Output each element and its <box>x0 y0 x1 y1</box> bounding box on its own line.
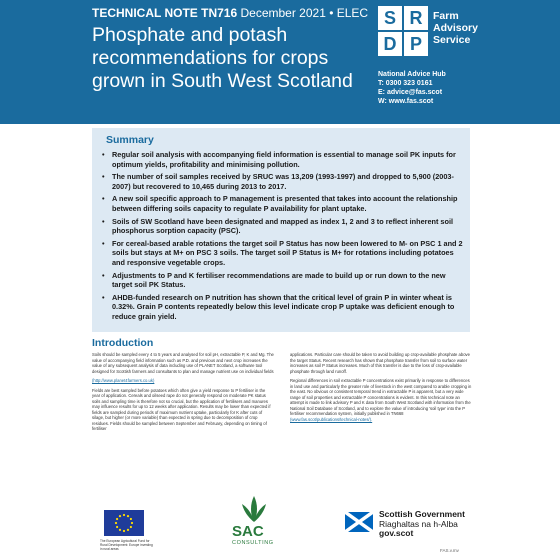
title-line: grown in South West Scotland <box>92 70 353 92</box>
document-reference: FAS.v.mv <box>440 548 459 553</box>
intro-paragraph: Fields are best sampled before potatoes which often give a yield response to P fertiliser in the year of application. Cereals and oilseed rape do not generally respond on moderate PK status soils and sampling time is therefore not so crucial, but the application of fertilisers and manures may influence results for up to 12 weeks after application. Results may be lower than expected if fields are sampled during periods of maximum nutrient uptake, particularly for K after cuts of silage, but higher (or more variable) than expected in spring due to decomposition of crop residues. Fields should be sampled between September and February, depending on timing of fertiliser <box>92 387 271 431</box>
logo-letter: S <box>378 6 402 30</box>
logo-letter: D <box>378 32 402 56</box>
summary-bullet: • For cereal-based arable rotations the target soil P Status has now been lowered to M- on PSC 1 and 2 soils but stays at M+ on PSC 3 soils. The target soil P Status is M+ for rotations including potatoes and responsive vegetable crops. <box>102 239 464 268</box>
summary-bullet: • Regular soil analysis with accompanying field information is essential to manage soil PK inputs for optimum yields, profitability and minimising pollution. <box>102 150 464 169</box>
summary-list <box>102 150 464 325</box>
org-name-line: Service <box>433 34 471 46</box>
sac-leaf-icon <box>236 494 272 524</box>
eu-flag-icon <box>104 510 144 536</box>
contact-hub: National Advice Hub <box>378 71 446 78</box>
contact-web[interactable]: W: www.fas.scot <box>378 98 434 105</box>
contact-phone: T: 0300 323 0161 <box>378 80 433 87</box>
srdp-logo <box>378 6 428 56</box>
note-meta: December 2021 • ELEC <box>240 6 369 20</box>
eu-fund-text: The European Agricultural Fund for Rural Development: Europe investing in rural areas <box>100 539 153 551</box>
summary-bullet: • AHDB-funded research on P nutrition has shown that the critical level of grain P in winter wheat is 0.32%. Grain P contents repeatedly below this level indicate crop P uptake was deficient enough to reduce grain yield. <box>102 293 464 322</box>
org-name <box>433 10 478 46</box>
summary-box <box>92 128 470 332</box>
gov-name-gd: Riaghaltas na h-Alba <box>379 518 458 529</box>
summary-bullet: • Adjustments to P and K fertiliser recommendations are made to build up or run down to the new target soil PK Status. <box>102 271 464 290</box>
planet-link[interactable]: (http://www.planet4farmers.co.uk) <box>92 378 155 383</box>
summary-bullet: • Soils of SW Scotland have been designated and mapped as index 1, 2 and 3 to reflect inherent soil phosphorus sorption capacity (PSC). <box>102 217 464 236</box>
scottish-government-logo <box>379 510 465 539</box>
gov-name-en: Scottish Government <box>379 509 465 519</box>
gov-web: gov.scot <box>379 528 414 538</box>
org-name-line: Farm <box>433 10 459 22</box>
summary-bullet: • The number of soil samples received by SRUC was 13,209 (1993-1997) and dropped to 5,900 (2003-2007) but recovered to 10,465 during 2013 to 2017. <box>102 172 464 191</box>
sac-subtitle: CONSULTING <box>232 540 274 546</box>
logo-letter: R <box>404 6 428 30</box>
intro-paragraph: Soils should be sampled every 4 to 5 years and analysed for soil pH, extractable P, K and Mg. The value of accompanying field information such as P.D. and previous and next crop increases the value of any subsequent analysis of data including use of PLANET Scotland, a software tool designed for Scottish farmers and consultants to plan and manage nutrient use on individual fields <box>92 352 274 374</box>
header-banner <box>0 0 560 124</box>
page-title <box>92 24 372 93</box>
intro-paragraph: Regional differences in soil extractable P concentrations exist primarily in response to differences in land use and particularly the greater role of livestock in the west compared to arable cropping in the east. No obvious or consistent temporal trend in extractable P is apparent, but a very wide range of soil properties and extractable P concentrations is evident. In this technical note an attempt is made to link advisory P and K data from South West Scotland with information from the National Soil Database of Scotland, and to explore the value of introducing 'soil type' into the P fertiliser recommendation system, initially published in TN668 <box>290 378 472 416</box>
title-line: recommendations for crops <box>92 47 329 69</box>
summary-bullet: • A new soil specific approach to P management is presented that takes into account the relationship between differing soils capacity to regulate P availability for plant uptake. <box>102 194 464 213</box>
contact-block <box>378 70 446 106</box>
intro-column-right <box>290 352 472 426</box>
sac-logo-text: SAC <box>232 523 264 540</box>
note-id: TECHNICAL NOTE TN716 <box>92 6 238 20</box>
summary-heading: Summary <box>106 134 154 146</box>
introduction-heading: Introduction <box>92 337 154 349</box>
contact-email[interactable]: E: advice@fas.scot <box>378 89 443 96</box>
title-line: Phosphate and potash <box>92 24 288 46</box>
intro-column-left <box>92 352 274 436</box>
technical-notes-link[interactable]: (www.fas.scot/publications/technical-notes/). <box>290 416 373 422</box>
intro-paragraph: applications. Particular care should be taken to avoid building up crop-available phosphate above the target Status. Recent research has shown that phosphate transfer from soil to surface water increases as soil P Status increases. Much of this transfer is due to the loss of crop-available phosphate through land runoff. <box>290 352 470 374</box>
logo-letter: P <box>404 32 428 56</box>
saltire-flag-icon <box>345 512 373 532</box>
note-reference <box>92 6 368 20</box>
org-name-line: Advisory <box>433 22 478 34</box>
